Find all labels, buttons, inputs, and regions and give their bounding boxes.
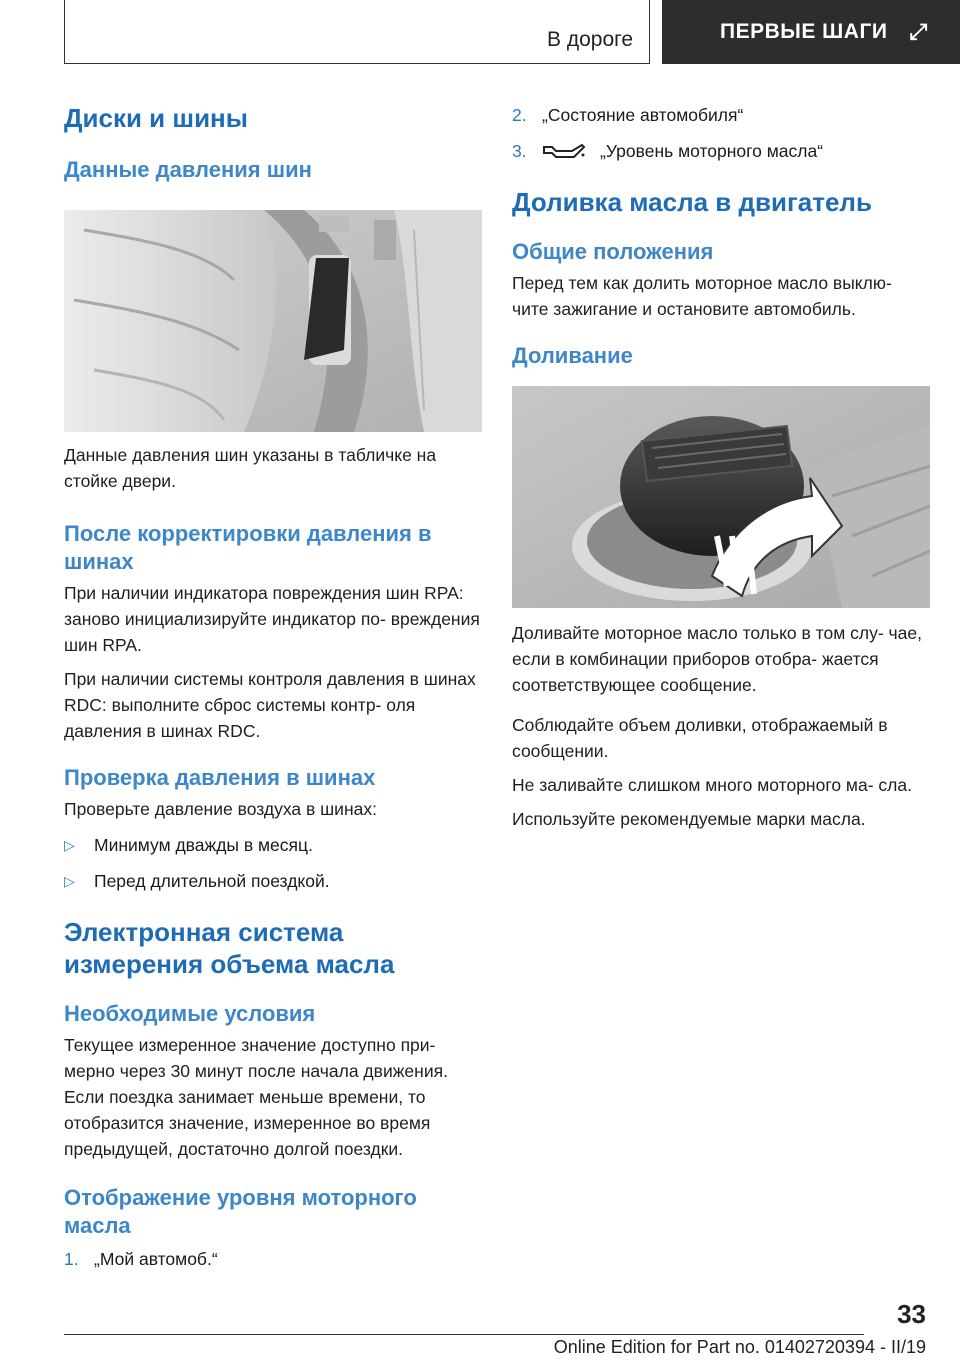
chapter-title: ПЕРВЫЕ ШАГИ: [720, 20, 888, 43]
paragraph: Соблюдайте объем доливки, отображаемый в сообщении.: [512, 715, 888, 761]
list-item: ▷ Минимум дважды в месяц.: [64, 832, 482, 858]
door-pillar-image: [64, 210, 482, 432]
edition-note: Online Edition for Part no. 01402720394 - II/19: [553, 1337, 926, 1357]
subheading: Общие положения: [512, 239, 714, 264]
subheading: Проверка давления в шинах: [64, 765, 376, 790]
paragraph: При наличии индикатора повреждения шин RPA: заново инициализируйте индикатор по- вреждения шин RPA.: [64, 583, 480, 655]
paragraph: Проверьте давление воздуха в шинах:: [64, 799, 377, 819]
subheading: Необходимые условия: [64, 1001, 316, 1026]
paragraph: При наличии системы контроля давления в шинах RDC: выполните сброс системы контр- оля давления в шинах RDC.: [64, 669, 476, 741]
section-heading: Электронная система измерения объема масла: [64, 917, 395, 979]
left-column: [64, 96, 482, 1272]
chapter-tab[interactable]: [662, 0, 960, 64]
list-item: ▷ Перед длительной поездкой.: [64, 868, 482, 894]
footer-divider: [64, 1334, 864, 1335]
page-number: 33: [897, 1299, 926, 1329]
section-title: В дороге: [546, 28, 633, 51]
paragraph: Доливайте моторное масло только в том слу- чае, если в комбинации приборов отобра- жается соответствующее сообщение.: [512, 623, 922, 695]
subheading: Доливание: [512, 343, 633, 368]
section-heading: Доливка масла в двигатель: [512, 187, 872, 217]
paragraph: Текущее измеренное значение доступно при- мерно через 30 минут после начала движения. Если поездка занимает меньше времени, то отобразится значение, измеренное во время предыдущей, достаточно долгой поездки.: [64, 1035, 448, 1159]
subheading: Отображение уровня моторного масла: [64, 1185, 417, 1238]
right-column: [512, 96, 930, 832]
menu-path: „Мой автомоб.“: [94, 1249, 218, 1269]
list-item: 3. „Уровень моторного масла“: [512, 138, 930, 164]
subheading: После корректировки давления в шинах: [64, 521, 432, 574]
menu-path: „Уровень моторного масла“: [600, 141, 824, 161]
triangle-bullet-icon: ▷: [64, 873, 75, 889]
subheading: Данные давления шин: [64, 157, 312, 182]
pin-icon: ⤢: [909, 19, 928, 44]
paragraph: Не заливайте слишком много моторного ма- сла.: [512, 775, 912, 795]
list-item: 1. „Мой автомоб.“: [64, 1246, 482, 1272]
header-frame: [64, 0, 650, 64]
paragraph: Используйте рекомендуемые марки масла.: [512, 809, 866, 829]
paragraph: Перед тем как долить моторное масло выклю- чите зажигание и остановите автомобиль.: [512, 273, 892, 319]
oil-can-icon: [542, 142, 586, 160]
triangle-bullet-icon: ▷: [64, 837, 75, 853]
figure-caption: Данные давления шин указаны в табличке на стойке двери.: [64, 445, 437, 491]
oil-cap-image: [512, 386, 930, 608]
list-item: 2. „Состояние автомобиля“: [512, 102, 930, 128]
menu-path: „Состояние автомобиля“: [542, 105, 744, 125]
section-heading: Диски и шины: [64, 103, 248, 133]
